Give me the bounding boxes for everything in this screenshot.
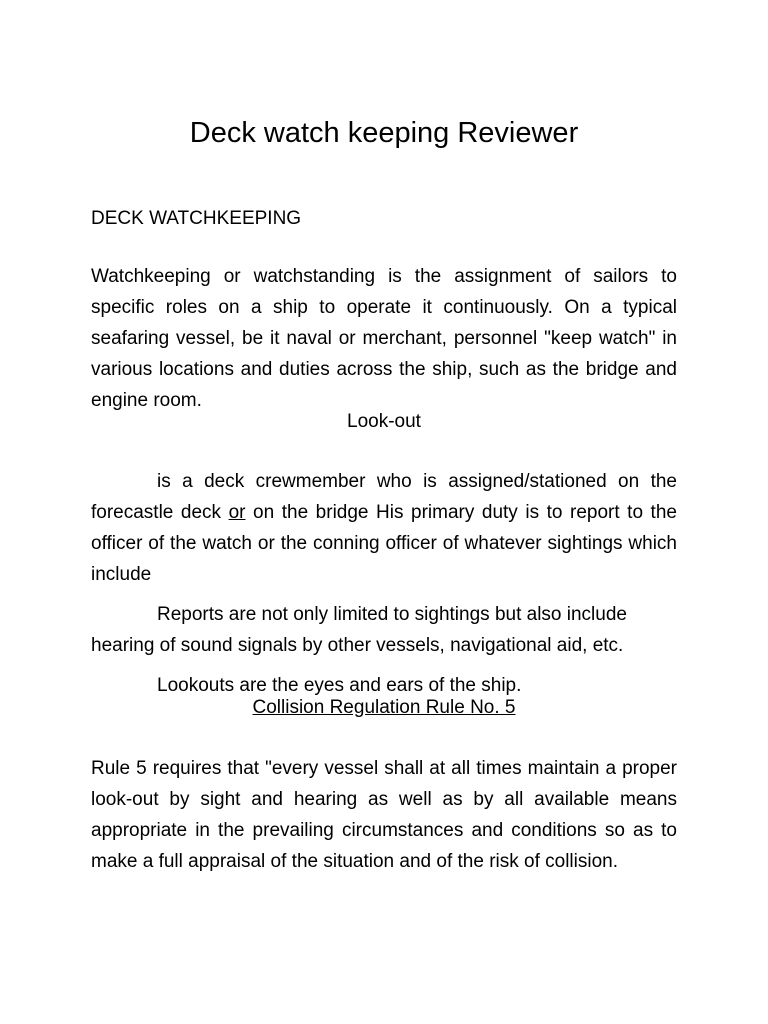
watchkeeping-paragraph: Watchkeeping or watchstanding is the assignment of sailors to specific roles on a ship to operate it continuously. On a typical seafaring vessel, be it naval or merchant, personnel "keep watch" in various locations and duties across the ship, such as the bridge and engine room. [91, 266, 677, 411]
document-title: Deck watch keeping Reviewer [189, 117, 579, 150]
eyes-ears-paragraph: Lookouts are the eyes and ears of the ship. [157, 675, 522, 696]
lookout-paragraph [91, 466, 677, 590]
lookout-paragraph-start: is a deck crewmember who is assigned/stationed on the forecastle deck [91, 471, 677, 523]
lookout-heading: Look-out [347, 411, 421, 432]
rule-heading: Collision Regulation Rule No. 5 [252, 697, 516, 718]
section-heading: DECK WATCHKEEPING [91, 208, 302, 229]
lookout-paragraph-end: on the bridge His primary duty is to report to the officer of the watch or the conning officer of whatever sightings which include [91, 502, 677, 585]
reports-paragraph: Reports are not only limited to sightings but also include hearing of sound signals by other vessels, navigational aid, etc. [91, 604, 627, 656]
rule-paragraph: Rule 5 requires that "every vessel shall at all times maintain a proper look-out by sight and hearing as well as by all available means appropriate in the prevailing circumstances and conditions so as to make a full appraisal of the situation and of the risk of collision. [91, 758, 677, 872]
underlined-or: or [228, 502, 246, 523]
